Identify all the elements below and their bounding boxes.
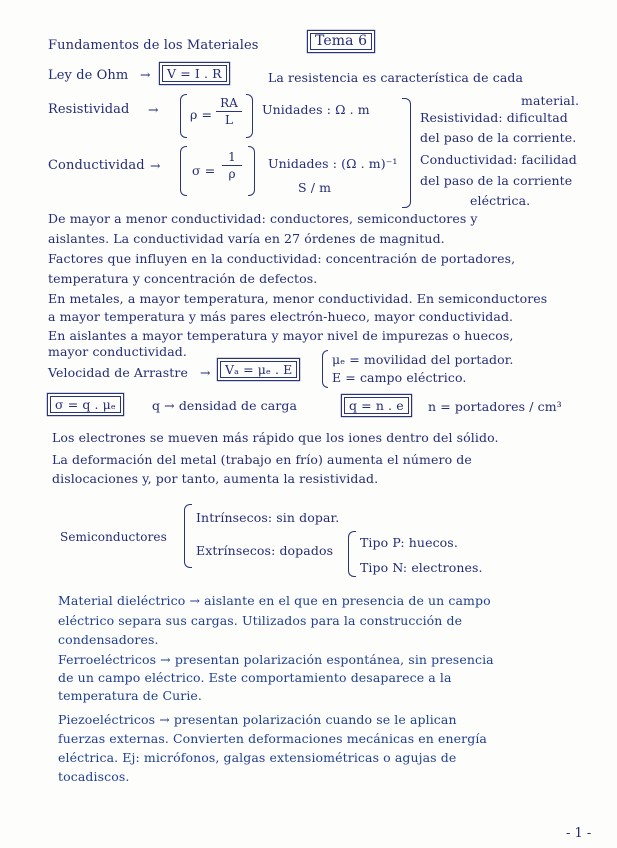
page-title: Fundamentos de los Materiales: [48, 38, 259, 53]
side-note-brace: [402, 98, 411, 208]
conductividad-fraction: 1 ρ: [222, 150, 242, 181]
sigma-formula: σ = q . μₑ: [50, 396, 121, 413]
body-line: Factores que influyen en la conductividad: concentración de portadores,: [48, 251, 516, 266]
dielectric-line: de un campo eléctrico. Este comportamiento desaparece a la: [58, 670, 452, 685]
body-line: dislocaciones y, por tanto, aumenta la resistividad.: [52, 471, 379, 486]
dielectric-line: Material dieléctrico → aislante en el que en presencia de un campo: [58, 593, 491, 608]
arrastre-def: μₑ = movilidad del portador.: [332, 352, 514, 367]
definition-brace: [322, 350, 328, 388]
arrow-icon: →: [140, 67, 151, 82]
dopados-brace: [348, 531, 356, 577]
dielectric-line: condensadores.: [58, 632, 159, 647]
resistividad-label: Resistividad: [48, 102, 130, 117]
dielectric-line: Ferroeléctricos → presentan polarización espontánea, sin presencia: [58, 652, 494, 667]
ohm-label: Ley de Ohm: [48, 68, 129, 83]
q-formula: q = n . e: [344, 397, 409, 414]
rho-symbol: ρ =: [190, 107, 213, 122]
arrastre-label: Velocidad de Arrastre: [48, 365, 188, 380]
body-line: temperatura y concentración de defectos.: [48, 271, 318, 286]
arrow-icon: →: [200, 365, 211, 380]
resistividad-units: Unidades : Ω . m: [262, 102, 370, 117]
formula-bracket-left: [180, 94, 187, 138]
conductividad-units: Unidades : (Ω . m)⁻¹: [268, 156, 398, 171]
body-line: La deformación del metal (trabajo en frío) aumenta el número de: [52, 452, 472, 467]
side-note-line: Conductividad: facilidad: [420, 152, 577, 167]
tipo-p: Tipo P: huecos.: [360, 535, 458, 550]
conductividad-units-si: S / m: [298, 180, 332, 195]
semis-intrinsecos: Intrínsecos: sin dopar.: [196, 510, 340, 525]
semis-extrinsecos: Extrínsecos: dopados: [196, 543, 334, 558]
body-line: Los electrones se mueven más rápido que los iones dentro del sólido.: [52, 430, 499, 445]
dielectric-line: fuerzas externas. Convierten deformaciones mecánicas en energía: [58, 731, 487, 746]
arrastre-def: E = campo eléctrico.: [332, 370, 467, 385]
tema-label: [310, 33, 372, 50]
ohm-formula: V = I . R: [162, 65, 227, 82]
tema-box: Tema 6: [310, 33, 372, 50]
arrow-icon: →: [148, 102, 159, 117]
side-note-line: eléctrica.: [470, 193, 531, 208]
side-note-line: del paso de la corriente.: [420, 130, 577, 145]
dielectric-line: temperatura de Curie.: [58, 688, 203, 703]
semis-brace: [184, 504, 192, 568]
dielectric-line: eléctrica. Ej: micrófonos, galgas extensiométricas o agujas de: [58, 750, 457, 765]
tipo-n: Tipo N: electrones.: [360, 560, 483, 575]
carga-description: q → densidad de carga: [152, 398, 298, 413]
side-note-line: Resistividad: dificultad: [420, 110, 568, 125]
body-line: mayor conductividad.: [48, 344, 187, 359]
semiconductores-label: Semiconductores: [60, 530, 167, 544]
arrow-icon: →: [150, 158, 161, 173]
dielectric-line: tocadiscos.: [58, 769, 130, 784]
resistividad-fraction: RA L: [216, 96, 242, 127]
portadores-description: n = portadores / cm³: [428, 399, 562, 414]
ohm-description: La resistencia es característica de cada: [268, 70, 524, 85]
body-line: En aislantes a mayor temperatura y mayor nivel de impurezas o huecos,: [48, 328, 514, 343]
formula-bracket-right: [248, 146, 255, 196]
ohm-description-cont: material.: [521, 93, 580, 108]
formula-bracket-left: [180, 146, 187, 196]
body-line: a mayor temperatura y más pares electrón-hueco, mayor conductividad.: [48, 309, 514, 324]
side-note-line: del paso de la corriente: [420, 173, 573, 188]
sigma-symbol: σ =: [192, 163, 216, 178]
body-line: aislantes. La conductividad varía en 27 órdenes de magnitud.: [48, 231, 445, 246]
page-number: - 1 -: [566, 826, 592, 841]
dielectric-line: eléctrico separa sus cargas. Utilizados para la construcción de: [58, 613, 463, 628]
formula-bracket-right: [246, 94, 253, 138]
arrastre-formula: Vₐ = μₑ . E: [220, 361, 297, 378]
body-line: En metales, a mayor temperatura, menor conductividad. En semiconductores: [48, 291, 548, 306]
dielectric-line: Piezoeléctricos → presentan polarización cuando se le aplican: [58, 712, 457, 727]
body-line: De mayor a menor conductividad: conductores, semiconductores y: [48, 211, 478, 226]
conductividad-label: Conductividad: [48, 158, 145, 173]
